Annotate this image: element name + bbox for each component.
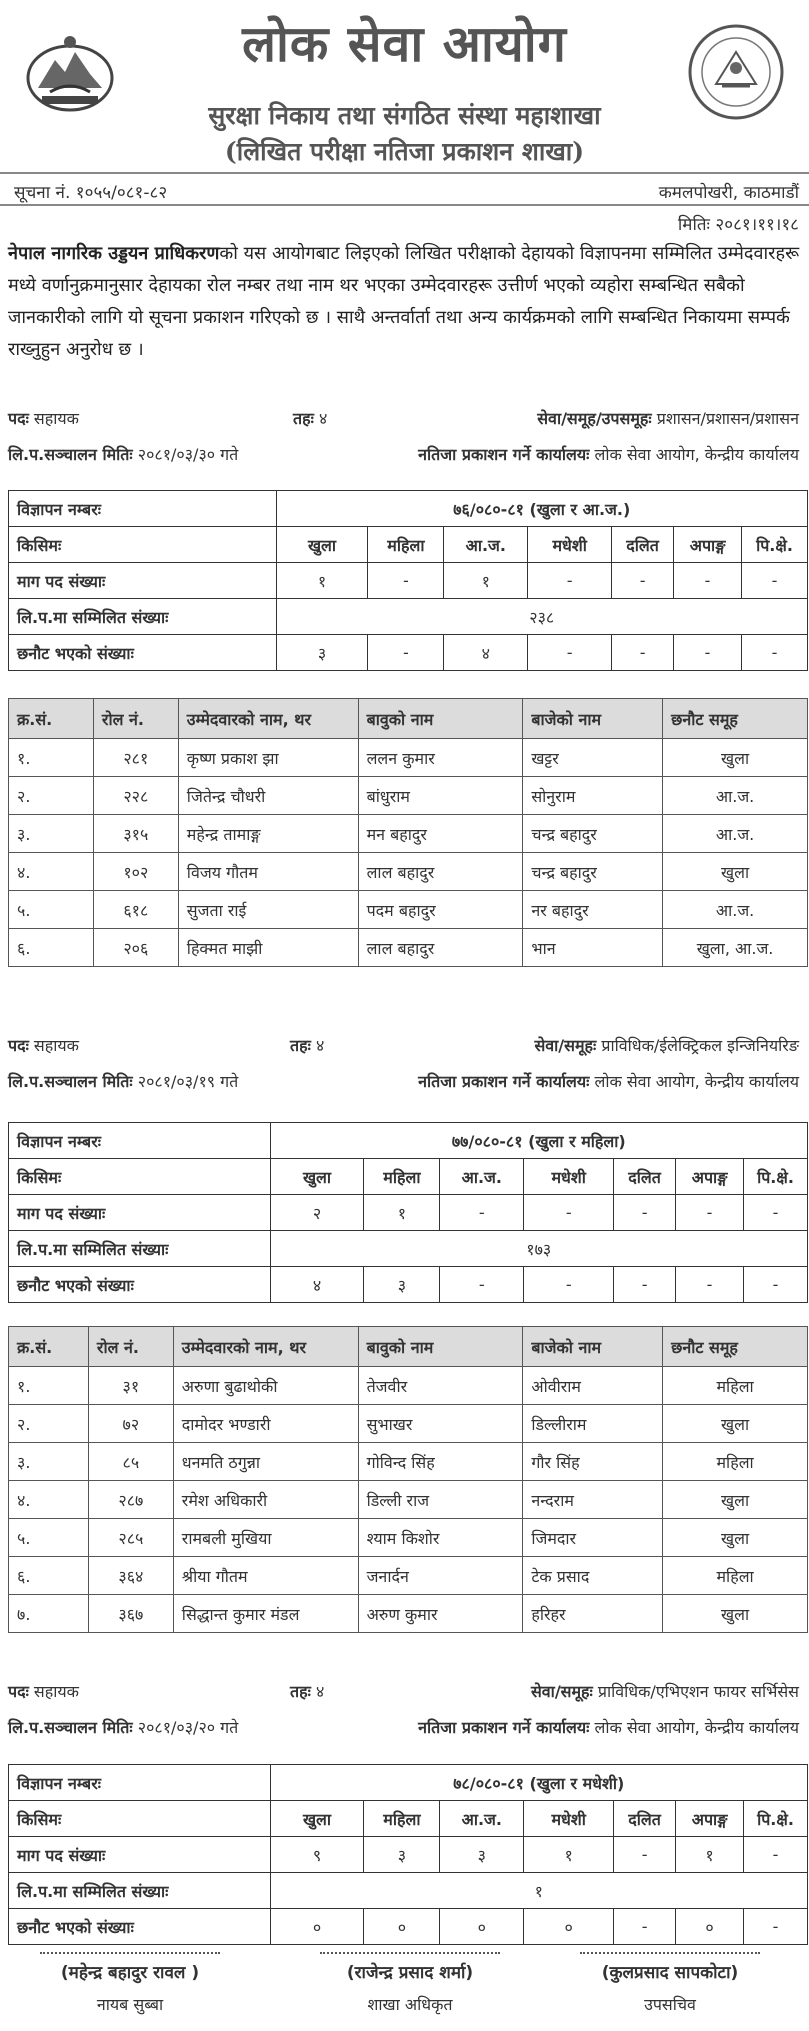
table-row: १. ३१ अरुणा बुढाथोकी तेजवीर ओवीराम महिला (9, 1367, 808, 1405)
header (0, 0, 809, 170)
section-2-meta: पदः सहायक तहः ४ सेवा/समूहः प्राविधिक/ईलेक्ट्रिकल इन्जिनियरिङ लि.प.सञ्चालन मितिः २०८१/०३/१९ गते नतिजा प्रकाशन गर्ने कार्यालयः लोक सेवा आयोग, केन्द्रीय कार्यालय (8, 1036, 799, 1091)
advertisement-table-2: विज्ञापन नम्बरः ७७/०८०-८१ (खुला र महिला) किसिमः खुला महिला आ.ज. मधेशी दलित अपाङ्ग पि.क्षे. माग पद संख्याः २ १ - - - - - लि.प.मा सम्मिलित संख्याः १७३ छनौट भएको संख्याः ४ ३ - - - - - (8, 1122, 808, 1303)
signature-block (0, 1952, 809, 2031)
table-row: ३. ३१५ महेन्द्र तामाङ्ग मन बहादुर चन्द्र बहादुर आ.ज. (9, 815, 808, 853)
advertisement-table-1: विज्ञापन नम्बरः ७६/०८०-८१ (खुला र आ.ज.) किसिमः खुला महिला आ.ज. मधेशी दलित अपाङ्ग पि.क्षे. माग पद संख्याः १ - १ - - - - लि.प.मा सम्मिलित संख्याः २३८ छनौट भएको संख्याः ३ - ४ - - - - (8, 490, 808, 671)
table-row: ५. ६१८ सुजता राई पदम बहादुर नर बहादुर आ.ज. (9, 891, 808, 929)
notice-number: सूचना नं. १०५५/०८१-८२ (14, 183, 168, 203)
intro-paragraph (8, 238, 803, 366)
adv-number: ७६/०८०-८१ (खुला र आ.ज.) (276, 491, 807, 527)
signature-1: (महेन्द्र बहादुर रावल ) नायब सुब्बा (20, 1952, 240, 2015)
table-row: १. २८१ कृष्ण प्रकाश झा ललन कुमार खट्टर खुला (9, 739, 808, 777)
result-table-1 (8, 698, 808, 967)
table-row: ३. ८५ धनमति ठगुन्ना गोविन्द सिंह गौर सिंह महिला (9, 1443, 808, 1481)
section-1-meta: पदः सहायक तहः ४ सेवा/समूह/उपसमूहः प्रशासन/प्रशासन/प्रशासन लि.प.सञ्चालन मितिः २०८१/०३/३० गते नतिजा प्रकाशन गर्ने कार्यालयः लोक सेवा आयोग, केन्द्रीय कार्यालय (8, 409, 799, 464)
table-row: २. २२८ जितेन्द्र चौधरी बांधुराम सोनुराम आ.ज. (9, 777, 808, 815)
office-location: कमलपोखरी, काठमाडौं (658, 183, 799, 203)
adv-number: ७७/०८०-८१ (खुला र महिला) (270, 1123, 807, 1159)
psc-logo-icon (686, 22, 786, 122)
result-table-2 (8, 1326, 808, 1633)
table-row: ४. २८७ रमेश अधिकारी डिल्ली राज नन्दराम खुला (9, 1481, 808, 1519)
advertisement-table-3: विज्ञापन नम्बरः ७८/०८०-८१ (खुला र मधेशी) किसिमः खुला महिला आ.ज. मधेशी दलित अपाङ्ग पि.क्षे. माग पद संख्याः ९ ३ ३ १ - १ - लि.प.मा सम्मिलित संख्याः १ छनौट भएको संख्याः ० ० ० ० - ० - (8, 1764, 808, 1945)
table-row: ६. ३६४ श्रीया गौतम जनार्दन टेक प्रसाद महिला (9, 1557, 808, 1595)
table-row: ७. ३६७ सिद्धान्त कुमार मंडल अरुण कुमार हरिहर खुला (9, 1595, 808, 1633)
table-header: क्र.सं. रोल नं. उम्मेदवारको नाम, थर बावुको नाम बाजेको नाम छनौट समूह (9, 699, 808, 739)
signature-3: (कुलप्रसाद सापकोटा) उपसचिव (560, 1952, 780, 2015)
notice-row (0, 172, 809, 206)
organization-name: नेपाल नागरिक उड्डयन प्राधिकरण (8, 243, 220, 264)
table-row: ४. १०२ विजय गौतम लाल बहादुर चन्द्र बहादुर खुला (9, 853, 808, 891)
table-row: ६. २०६ हिक्मत माझी लाल बहादुर भान खुला, आ.ज. (9, 929, 808, 967)
signature-2: (राजेन्द्र प्रसाद शर्मा) शाखा अधिकृत (300, 1952, 520, 2015)
table-header: क्र.सं. रोल नं. उम्मेदवारको नाम, थर बावुको नाम बाजेको नाम छनौट समूह (9, 1327, 808, 1367)
table-row: २. ७२ दामोदर भण्डारी सुभाखर डिल्लीराम खुला (9, 1405, 808, 1443)
intro-text: को यस आयोगबाट लिइएको लिखित परीक्षाको देहायको विज्ञापनमा सम्मिलित उम्मेदवारहरू मध्ये वर्णानुक्रमानुसार देहायका रोल नम्बर तथा नाम थर भएका उम्मेदवारहरू उत्तीर्ण भएको व्यहोरा सम्बन्धित सबैको जानकारीको लागि यो सूचना प्रकाशन गरिएको छ । साथै अन्तर्वार्ता तथा अन्य कार्यक्रमको लागि सम्बन्धित निकायमा सम्पर्क राख्नुहुन अनुरोध छ । (8, 243, 800, 360)
adv-number: ७८/०८०-८१ (खुला र मधेशी) (270, 1765, 807, 1801)
table-row: ५. २८५ रामबली मुखिया श्याम किशोर जिमदार खुला (9, 1519, 808, 1557)
section-title: (लिखित परीक्षा नतिजा प्रकाशन शाखा) (224, 137, 585, 166)
division-title: सुरक्षा निकाय तथा संगठित संस्था महाशाखा (208, 101, 601, 130)
notice-date: मितिः २०८१।११।१८ (677, 215, 799, 235)
page-title: लोक सेवा आयोग (242, 14, 567, 73)
section-3-meta: पदः सहायक तहः ४ सेवा/समूहः प्राविधिक/एभिएशन फायर सर्भिसेस लि.प.सञ्चालन मितिः २०८१/०३/२० गते नतिजा प्रकाशन गर्ने कार्यालयः लोक सेवा आयोग, केन्द्रीय कार्यालय (8, 1682, 799, 1737)
